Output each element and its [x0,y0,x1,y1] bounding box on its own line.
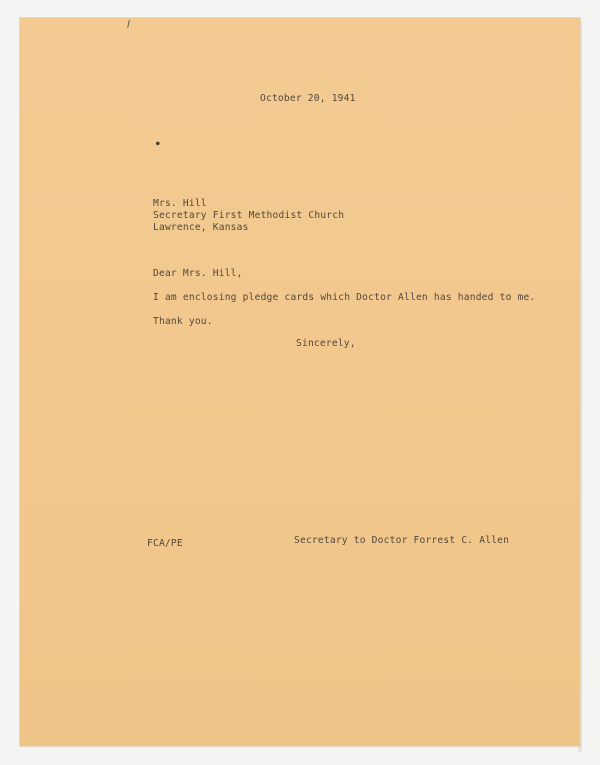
letter-page [20,18,580,746]
thanks-line: Thank you. [153,316,213,327]
salutation: Dear Mrs. Hill, [153,268,243,279]
letter-body: I am enclosing pledge cards which Doctor Allen has handed to me. [153,292,536,303]
recipient-location: Lawrence, Kansas [153,222,249,233]
recipient-name: Mrs. Hill [153,198,207,209]
reference-initials: FCA/PE [147,538,183,549]
signature-line: Secretary to Doctor Forrest C. Allen [294,535,510,546]
letter-date: October 20, 1941 [260,93,356,104]
paper-mark [127,20,130,28]
recipient-title: Secretary First Methodist Church [153,210,345,221]
stray-dot: ● [156,140,160,147]
closing: Sincerely, [296,338,356,349]
